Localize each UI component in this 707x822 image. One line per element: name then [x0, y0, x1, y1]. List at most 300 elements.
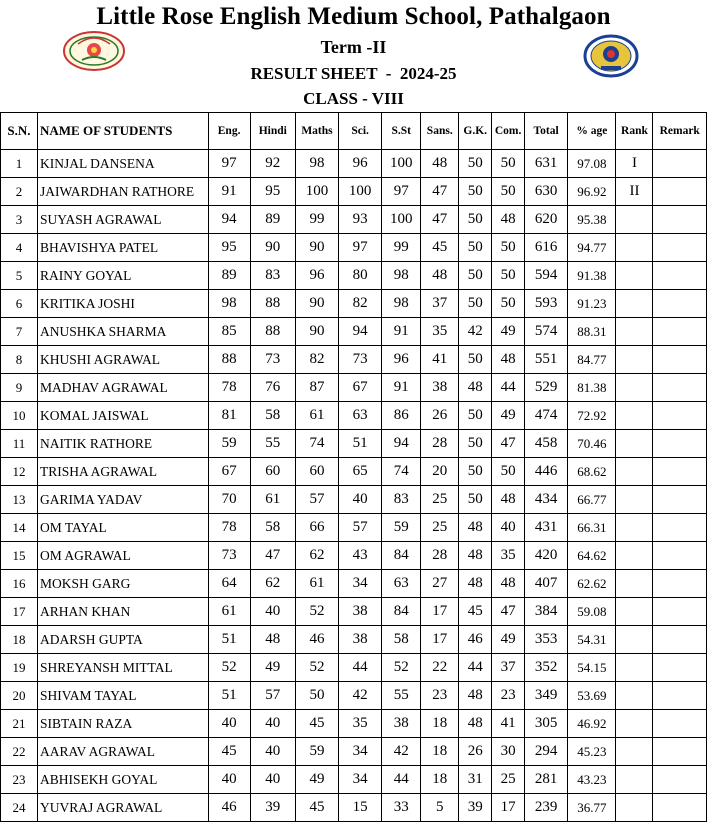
percentage-cell: 46.92: [568, 710, 616, 738]
serial-number-cell: 7: [1, 318, 38, 346]
serial-number-cell: 22: [1, 738, 38, 766]
column-header-percentage: % age: [568, 113, 616, 150]
social-studies-marks-cell: 63: [382, 570, 421, 598]
percentage-cell: 95.38: [568, 206, 616, 234]
table-row: [1, 234, 707, 262]
gk-marks-cell: 50: [459, 150, 492, 178]
computer-marks-cell: 48: [492, 206, 525, 234]
column-header-total: Total: [525, 113, 568, 150]
computer-marks-cell: 49: [492, 318, 525, 346]
computer-marks-cell: 48: [492, 486, 525, 514]
percentage-cell: 81.38: [568, 374, 616, 402]
sanskrit-marks-cell: 23: [421, 682, 459, 710]
computer-marks-cell: 17: [492, 794, 525, 822]
social-studies-marks-cell: 59: [382, 514, 421, 542]
sanskrit-marks-cell: 17: [421, 626, 459, 654]
sanskrit-marks-cell: 25: [421, 514, 459, 542]
remark-cell: [653, 178, 707, 206]
computer-marks-cell: 30: [492, 738, 525, 766]
social-studies-marks-cell: 91: [382, 374, 421, 402]
rank-cell: [616, 290, 653, 318]
hindi-marks-cell: 60: [250, 458, 295, 486]
percentage-cell: 59.08: [568, 598, 616, 626]
hindi-marks-cell: 58: [250, 402, 295, 430]
social-studies-marks-cell: 100: [382, 150, 421, 178]
hindi-marks-cell: 40: [250, 710, 295, 738]
science-marks-cell: 44: [339, 654, 382, 682]
student-name-cell: SUYASH AGRAWAL: [37, 206, 208, 234]
student-name-cell: SHREYANSH MITTAL: [37, 654, 208, 682]
sanskrit-marks-cell: 48: [421, 262, 459, 290]
serial-number-cell: 2: [1, 178, 38, 206]
table-row: [1, 150, 707, 178]
computer-marks-cell: 49: [492, 402, 525, 430]
remark-cell: [653, 794, 707, 822]
rank-cell: [616, 766, 653, 794]
maths-marks-cell: 74: [295, 430, 338, 458]
maths-marks-cell: 99: [295, 206, 338, 234]
rank-cell: I: [616, 150, 653, 178]
english-marks-cell: 95: [208, 234, 250, 262]
remark-cell: [653, 738, 707, 766]
total-marks-cell: 529: [525, 374, 568, 402]
maths-marks-cell: 60: [295, 458, 338, 486]
total-marks-cell: 239: [525, 794, 568, 822]
english-marks-cell: 51: [208, 682, 250, 710]
maths-marks-cell: 52: [295, 598, 338, 626]
gk-marks-cell: 50: [459, 402, 492, 430]
computer-marks-cell: 50: [492, 290, 525, 318]
english-marks-cell: 45: [208, 738, 250, 766]
computer-marks-cell: 47: [492, 598, 525, 626]
gk-marks-cell: 50: [459, 234, 492, 262]
science-marks-cell: 15: [339, 794, 382, 822]
maths-marks-cell: 45: [295, 710, 338, 738]
hindi-marks-cell: 40: [250, 738, 295, 766]
column-header-sst: S.St: [382, 113, 421, 150]
remark-cell: [653, 542, 707, 570]
column-header-remark: Remark: [653, 113, 707, 150]
science-marks-cell: 34: [339, 766, 382, 794]
rank-cell: [616, 346, 653, 374]
table-row: [1, 290, 707, 318]
social-studies-marks-cell: 83: [382, 486, 421, 514]
rank-cell: II: [616, 178, 653, 206]
sanskrit-marks-cell: 18: [421, 710, 459, 738]
table-row: [1, 626, 707, 654]
total-marks-cell: 474: [525, 402, 568, 430]
computer-marks-cell: 48: [492, 346, 525, 374]
total-marks-cell: 616: [525, 234, 568, 262]
science-marks-cell: 94: [339, 318, 382, 346]
science-marks-cell: 97: [339, 234, 382, 262]
science-marks-cell: 65: [339, 458, 382, 486]
gk-marks-cell: 48: [459, 542, 492, 570]
remark-cell: [653, 514, 707, 542]
gk-marks-cell: 46: [459, 626, 492, 654]
maths-marks-cell: 52: [295, 654, 338, 682]
gk-marks-cell: 50: [459, 430, 492, 458]
remark-cell: [653, 346, 707, 374]
maths-marks-cell: 62: [295, 542, 338, 570]
gk-marks-cell: 48: [459, 570, 492, 598]
student-name-cell: ARHAN KHAN: [37, 598, 208, 626]
table-row: [1, 178, 707, 206]
remark-cell: [653, 570, 707, 598]
student-name-cell: MADHAV AGRAWAL: [37, 374, 208, 402]
maths-marks-cell: 90: [295, 234, 338, 262]
student-name-cell: KHUSHI AGRAWAL: [37, 346, 208, 374]
computer-marks-cell: 50: [492, 234, 525, 262]
column-header-sn: S.N.: [1, 113, 38, 150]
student-name-cell: RAINY GOYAL: [37, 262, 208, 290]
rank-cell: [616, 374, 653, 402]
student-name-cell: KINJAL DANSENA: [37, 150, 208, 178]
hindi-marks-cell: 92: [250, 150, 295, 178]
table-row: [1, 402, 707, 430]
column-header-sans: Sans.: [421, 113, 459, 150]
document-header: [0, 0, 707, 112]
english-marks-cell: 67: [208, 458, 250, 486]
student-name-cell: GARIMA YADAV: [37, 486, 208, 514]
english-marks-cell: 52: [208, 654, 250, 682]
rank-cell: [616, 598, 653, 626]
rank-cell: [616, 402, 653, 430]
remark-cell: [653, 206, 707, 234]
percentage-cell: 36.77: [568, 794, 616, 822]
sanskrit-marks-cell: 35: [421, 318, 459, 346]
hindi-marks-cell: 47: [250, 542, 295, 570]
gk-marks-cell: 50: [459, 206, 492, 234]
rank-cell: [616, 486, 653, 514]
science-marks-cell: 100: [339, 178, 382, 206]
rank-cell: [616, 738, 653, 766]
english-marks-cell: 91: [208, 178, 250, 206]
social-studies-marks-cell: 55: [382, 682, 421, 710]
hindi-marks-cell: 88: [250, 318, 295, 346]
sanskrit-marks-cell: 5: [421, 794, 459, 822]
total-marks-cell: 305: [525, 710, 568, 738]
hindi-marks-cell: 88: [250, 290, 295, 318]
computer-marks-cell: 50: [492, 262, 525, 290]
english-marks-cell: 59: [208, 430, 250, 458]
hindi-marks-cell: 90: [250, 234, 295, 262]
serial-number-cell: 24: [1, 794, 38, 822]
computer-marks-cell: 49: [492, 626, 525, 654]
science-marks-cell: 73: [339, 346, 382, 374]
hindi-marks-cell: 40: [250, 766, 295, 794]
science-marks-cell: 63: [339, 402, 382, 430]
hindi-marks-cell: 58: [250, 514, 295, 542]
social-studies-marks-cell: 52: [382, 654, 421, 682]
computer-marks-cell: 37: [492, 654, 525, 682]
table-row: [1, 570, 707, 598]
social-studies-marks-cell: 86: [382, 402, 421, 430]
science-marks-cell: 57: [339, 514, 382, 542]
student-name-cell: ADARSH GUPTA: [37, 626, 208, 654]
table-row: [1, 682, 707, 710]
table-row: [1, 654, 707, 682]
remark-cell: [653, 682, 707, 710]
student-rows: [1, 150, 707, 822]
maths-marks-cell: 66: [295, 514, 338, 542]
maths-marks-cell: 87: [295, 374, 338, 402]
gk-marks-cell: 50: [459, 290, 492, 318]
student-name-cell: KRITIKA JOSHI: [37, 290, 208, 318]
column-header-rank: Rank: [616, 113, 653, 150]
percentage-cell: 72.92: [568, 402, 616, 430]
table-row: [1, 738, 707, 766]
total-marks-cell: 384: [525, 598, 568, 626]
column-header-maths: Maths: [295, 113, 338, 150]
social-studies-marks-cell: 58: [382, 626, 421, 654]
science-marks-cell: 38: [339, 598, 382, 626]
serial-number-cell: 9: [1, 374, 38, 402]
hindi-marks-cell: 55: [250, 430, 295, 458]
social-studies-marks-cell: 38: [382, 710, 421, 738]
table-row: [1, 262, 707, 290]
student-name-cell: SHIVAM TAYAL: [37, 682, 208, 710]
serial-number-cell: 15: [1, 542, 38, 570]
percentage-cell: 88.31: [568, 318, 616, 346]
remark-cell: [653, 430, 707, 458]
social-studies-marks-cell: 97: [382, 178, 421, 206]
maths-marks-cell: 57: [295, 486, 338, 514]
gk-marks-cell: 26: [459, 738, 492, 766]
sanskrit-marks-cell: 20: [421, 458, 459, 486]
english-marks-cell: 73: [208, 542, 250, 570]
percentage-cell: 91.38: [568, 262, 616, 290]
computer-marks-cell: 50: [492, 150, 525, 178]
total-marks-cell: 294: [525, 738, 568, 766]
social-studies-marks-cell: 94: [382, 430, 421, 458]
total-marks-cell: 420: [525, 542, 568, 570]
science-marks-cell: 80: [339, 262, 382, 290]
hindi-marks-cell: 95: [250, 178, 295, 206]
total-marks-cell: 551: [525, 346, 568, 374]
table-row: [1, 710, 707, 738]
rank-cell: [616, 262, 653, 290]
computer-marks-cell: 50: [492, 458, 525, 486]
column-header-hindi: Hindi: [250, 113, 295, 150]
remark-cell: [653, 458, 707, 486]
maths-marks-cell: 61: [295, 402, 338, 430]
gk-marks-cell: 42: [459, 318, 492, 346]
total-marks-cell: 458: [525, 430, 568, 458]
serial-number-cell: 8: [1, 346, 38, 374]
computer-marks-cell: 44: [492, 374, 525, 402]
maths-marks-cell: 46: [295, 626, 338, 654]
social-studies-marks-cell: 98: [382, 290, 421, 318]
total-marks-cell: 630: [525, 178, 568, 206]
school-name: Little Rose English Medium School, Pathalgaon: [96, 3, 611, 30]
remark-cell: [653, 374, 707, 402]
student-name-cell: ANUSHKA SHARMA: [37, 318, 208, 346]
social-studies-marks-cell: 33: [382, 794, 421, 822]
science-marks-cell: 40: [339, 486, 382, 514]
hindi-marks-cell: 83: [250, 262, 295, 290]
student-name-cell: AARAV AGRAWAL: [37, 738, 208, 766]
rank-cell: [616, 234, 653, 262]
science-marks-cell: 96: [339, 150, 382, 178]
social-studies-marks-cell: 100: [382, 206, 421, 234]
table-row: [1, 346, 707, 374]
remark-cell: [653, 486, 707, 514]
science-marks-cell: 38: [339, 626, 382, 654]
computer-marks-cell: 40: [492, 514, 525, 542]
science-marks-cell: 35: [339, 710, 382, 738]
student-name-cell: SIBTAIN RAZA: [37, 710, 208, 738]
hindi-marks-cell: 48: [250, 626, 295, 654]
science-marks-cell: 51: [339, 430, 382, 458]
table-row: [1, 598, 707, 626]
gk-marks-cell: 48: [459, 374, 492, 402]
percentage-cell: 54.31: [568, 626, 616, 654]
student-name-cell: YUVRAJ AGRAWAL: [37, 794, 208, 822]
percentage-cell: 70.46: [568, 430, 616, 458]
computer-marks-cell: 23: [492, 682, 525, 710]
social-studies-marks-cell: 98: [382, 262, 421, 290]
serial-number-cell: 3: [1, 206, 38, 234]
rank-cell: [616, 458, 653, 486]
gk-marks-cell: 50: [459, 486, 492, 514]
column-header-com: Com.: [492, 113, 525, 150]
serial-number-cell: 20: [1, 682, 38, 710]
total-marks-cell: 574: [525, 318, 568, 346]
serial-number-cell: 11: [1, 430, 38, 458]
column-header-name: NAME OF STUDENTS: [37, 113, 208, 150]
maths-marks-cell: 98: [295, 150, 338, 178]
sanskrit-marks-cell: 47: [421, 206, 459, 234]
percentage-cell: 84.77: [568, 346, 616, 374]
rank-cell: [616, 710, 653, 738]
social-studies-marks-cell: 42: [382, 738, 421, 766]
percentage-cell: 62.62: [568, 570, 616, 598]
hindi-marks-cell: 39: [250, 794, 295, 822]
percentage-cell: 96.92: [568, 178, 616, 206]
rank-cell: [616, 654, 653, 682]
computer-marks-cell: 48: [492, 570, 525, 598]
table-row: [1, 374, 707, 402]
serial-number-cell: 5: [1, 262, 38, 290]
percentage-cell: 64.62: [568, 542, 616, 570]
english-marks-cell: 88: [208, 346, 250, 374]
total-marks-cell: 594: [525, 262, 568, 290]
serial-number-cell: 23: [1, 766, 38, 794]
english-marks-cell: 40: [208, 766, 250, 794]
student-name-cell: JAIWARDHAN RATHORE: [37, 178, 208, 206]
table-row: [1, 430, 707, 458]
column-header-eng: Eng.: [208, 113, 250, 150]
maths-marks-cell: 59: [295, 738, 338, 766]
total-marks-cell: 593: [525, 290, 568, 318]
remark-cell: [653, 766, 707, 794]
serial-number-cell: 21: [1, 710, 38, 738]
remark-cell: [653, 234, 707, 262]
serial-number-cell: 18: [1, 626, 38, 654]
total-marks-cell: 349: [525, 682, 568, 710]
serial-number-cell: 19: [1, 654, 38, 682]
table-row: [1, 766, 707, 794]
computer-marks-cell: 50: [492, 178, 525, 206]
sanskrit-marks-cell: 41: [421, 346, 459, 374]
percentage-cell: 68.62: [568, 458, 616, 486]
maths-marks-cell: 96: [295, 262, 338, 290]
gk-marks-cell: 48: [459, 514, 492, 542]
rank-cell: [616, 430, 653, 458]
table-row: [1, 514, 707, 542]
percentage-cell: 91.23: [568, 290, 616, 318]
english-marks-cell: 81: [208, 402, 250, 430]
remark-cell: [653, 598, 707, 626]
hindi-marks-cell: 57: [250, 682, 295, 710]
remark-cell: [653, 402, 707, 430]
social-studies-marks-cell: 74: [382, 458, 421, 486]
hindi-marks-cell: 40: [250, 598, 295, 626]
student-name-cell: OM AGRAWAL: [37, 542, 208, 570]
percentage-cell: 53.69: [568, 682, 616, 710]
maths-marks-cell: 45: [295, 794, 338, 822]
gk-marks-cell: 39: [459, 794, 492, 822]
maths-marks-cell: 49: [295, 766, 338, 794]
hindi-marks-cell: 89: [250, 206, 295, 234]
remark-cell: [653, 318, 707, 346]
hindi-marks-cell: 61: [250, 486, 295, 514]
social-studies-marks-cell: 99: [382, 234, 421, 262]
percentage-cell: 97.08: [568, 150, 616, 178]
hindi-marks-cell: 73: [250, 346, 295, 374]
sanskrit-marks-cell: 47: [421, 178, 459, 206]
student-name-cell: OM TAYAL: [37, 514, 208, 542]
computer-marks-cell: 35: [492, 542, 525, 570]
hindi-marks-cell: 76: [250, 374, 295, 402]
rank-cell: [616, 206, 653, 234]
sanskrit-marks-cell: 18: [421, 738, 459, 766]
total-marks-cell: 281: [525, 766, 568, 794]
gk-marks-cell: 50: [459, 346, 492, 374]
science-marks-cell: 43: [339, 542, 382, 570]
gk-marks-cell: 31: [459, 766, 492, 794]
result-table: [0, 112, 707, 822]
social-studies-marks-cell: 44: [382, 766, 421, 794]
rank-cell: [616, 570, 653, 598]
remark-cell: [653, 710, 707, 738]
science-marks-cell: 93: [339, 206, 382, 234]
serial-number-cell: 6: [1, 290, 38, 318]
column-header-sci: Sci.: [339, 113, 382, 150]
student-name-cell: BHAVISHYA PATEL: [37, 234, 208, 262]
social-studies-marks-cell: 84: [382, 598, 421, 626]
rank-cell: [616, 682, 653, 710]
computer-marks-cell: 41: [492, 710, 525, 738]
serial-number-cell: 16: [1, 570, 38, 598]
science-marks-cell: 82: [339, 290, 382, 318]
gk-marks-cell: 48: [459, 710, 492, 738]
sanskrit-marks-cell: 38: [421, 374, 459, 402]
rank-cell: [616, 794, 653, 822]
english-marks-cell: 78: [208, 514, 250, 542]
english-marks-cell: 85: [208, 318, 250, 346]
gk-marks-cell: 45: [459, 598, 492, 626]
social-studies-marks-cell: 84: [382, 542, 421, 570]
sanskrit-marks-cell: 27: [421, 570, 459, 598]
sanskrit-marks-cell: 25: [421, 486, 459, 514]
hindi-marks-cell: 62: [250, 570, 295, 598]
sanskrit-marks-cell: 22: [421, 654, 459, 682]
rank-cell: [616, 514, 653, 542]
science-marks-cell: 34: [339, 570, 382, 598]
english-marks-cell: 98: [208, 290, 250, 318]
